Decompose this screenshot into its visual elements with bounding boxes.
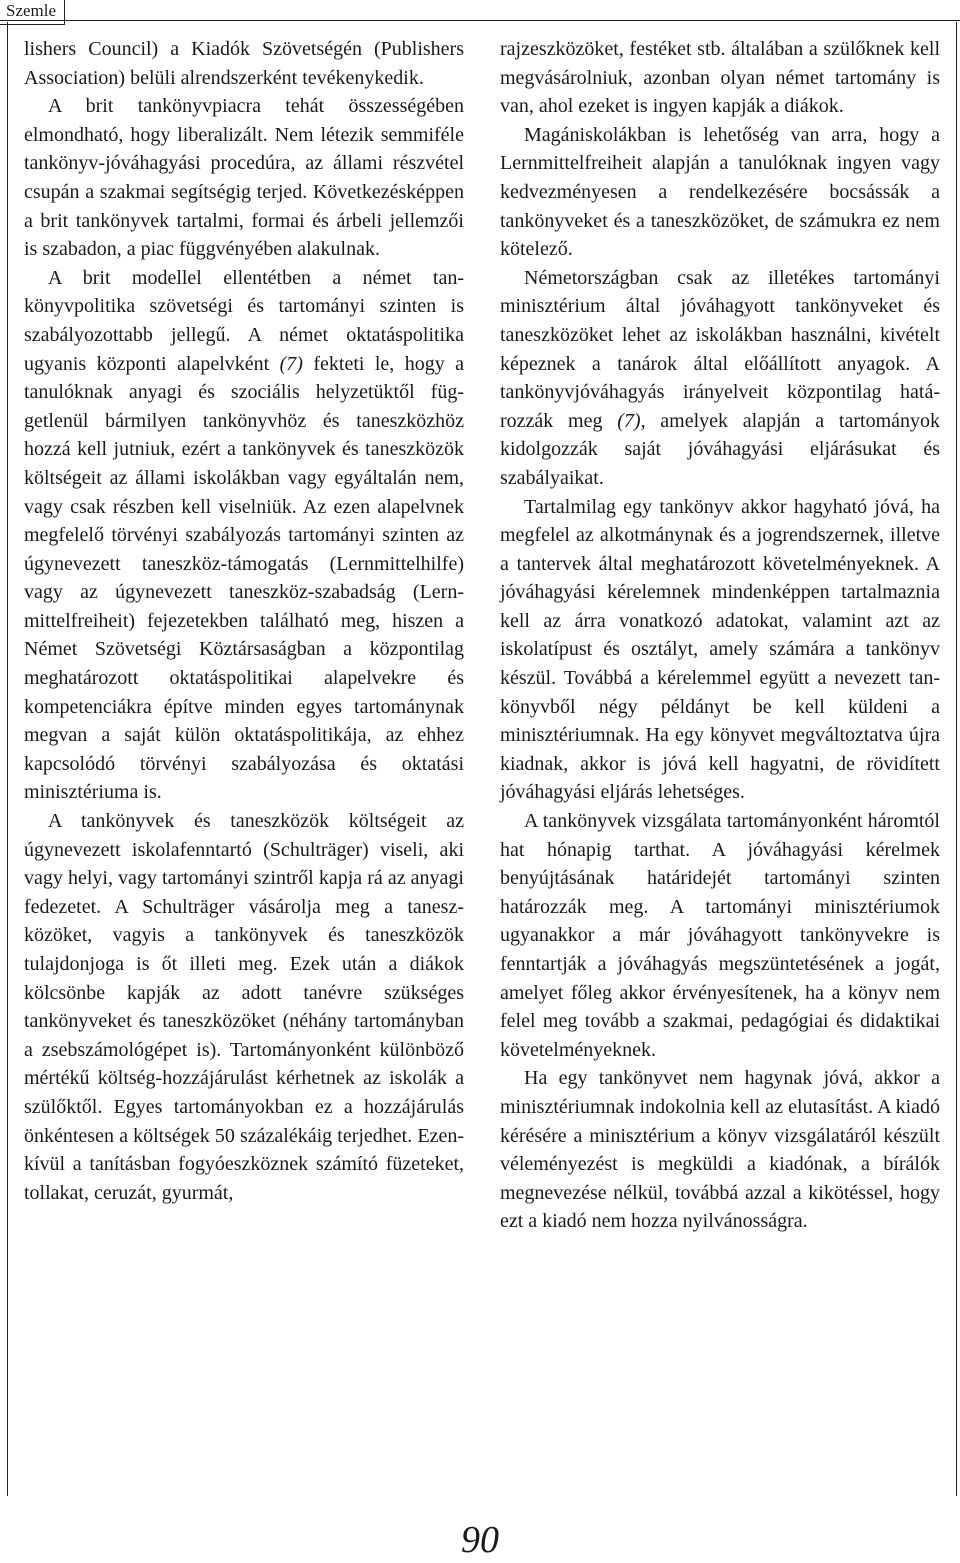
paragraph: rajzeszközöket, festéket stb. általában a szülőknek kell megvásárolniuk, azonban olyan német tartomány is van, ahol ezeket is ingyen kapják a diákok. bbox=[500, 38, 940, 118]
citation-ref: (7) bbox=[617, 409, 641, 432]
paragraph: A tankönyvek vizsgálata tartományonként háromtól hat hónapig tarthat. A jóváhagyási kérelmek benyújtásának határidejét tartományi szinten határozzák meg. A tartományi minisztériumok ugyanakkor a már jóváhagyott tankönyvekre is fenntartják a jóváhagyás megszüntetésének a jogát, amelyet főleg akkor érvényesítenek, ha a könyv nem felel meg tovább a szakmai, pedagógiai és didaktikai követelményeknek. bbox=[500, 810, 940, 1061]
citation-ref: (7) bbox=[279, 352, 303, 375]
page-number: 90 bbox=[461, 1519, 499, 1561]
paragraph: Németországban csak az illetékes tartományi minisztérium által jóváhagyott tankönyveket és taneszközöket lehet az iskolákban használni, kivételt képeznek a tanárok által előállított anyagok. A tankönyvjóváhagyás irányelveit központilag határozzák meg (7), amelyek alapján a tartományok kidolgozzák saját jóváhagyási eljárásukat és szabályaikat. bbox=[500, 266, 941, 489]
left-column bbox=[24, 35, 464, 1207]
paragraph: A brit modellel ellentétben a német tankönyvpolitika szövetségi és tartományi szinten is szabályozottabb jellegű. A német oktatáspolitika ugyanis központi alapelvként (7) fekteti le, hogy a tanulóknak anyagi és szociális helyzetüktől függetlenül bármilyen tankönyvhöz és taneszközhöz hozzá kell jutniuk, ezért a tankönyvek és taneszközök költségeit az állami iskolákban vagy egyáltalán nem, vagy csak részben kell viselniük. Az ezen alapelvnek megfelelő törvényi szabályozás tartományi szinten az úgynevezett taneszköz-támogatás (Lernmittelhilfe) vagy az úgynevezett taneszköz-szabadság (Lernmittelfreiheit) fejezetekben található meg, hiszen a Német Szövetségi Köztársaságban a központilag meghatározott oktatáspolitikai alapelvekre és kompetenciákra építve minden egyes tartománynak megvan a saját külön oktatáspolitikája, az ehhez kapcsolódó törvényi szabályozása és oktatási minisztériuma is. bbox=[24, 266, 465, 804]
paragraph: A brit tankönyvpiacra tehát összességében elmondható, hogy liberalizált. Nem létezik semmiféle tankönyv-jóváhagyási procedúra, az állami részvétel csupán a szakmai segítségig terjed. Következésképpen a brit tankönyvek tartalmi, formai és árbeli jellemzői is szabadon, a piac függvényében alakulnak. bbox=[24, 95, 464, 261]
paragraph: Magániskolákban is lehetőség van arra, hogy a Lernmittelfreiheit alapján a tanulóknak ingyen vagy kedvezményesen a rendelkezésére bocsássák a tankönyveket és a taneszközöket, de számukra ez nem kötelező. bbox=[500, 123, 940, 261]
paragraph: A tankönyvek és taneszközök költségeit az úgynevezett iskolafenntartó (Schulträger) viseli, aki vagy helyi, vagy tartományi szintről kapja rá az anyagi fedezetet. A Schulträger vásárolja meg a taneszközöket, vagyis a tankönyvek és taneszközök tulajdonjoga is őt illeti meg. Ezek után a diákok kölcsönbe kapják az adott tanévre szükséges tankönyveket és taneszközöket (néhány tartományban a zsebszámológépet is). Tartományonként különböző mértékű költség-hozzájárulást kérhetnek az iskolák a szülőktől. Egyes tartományokban ez a hozzájárulás önkéntesen a költségek 50 százalékáig terjedhet. Ezenkívül a tanításban fogyóeszköznek számító füzeteket, tollakat, ceruzát, gyurmát, bbox=[24, 810, 464, 1204]
left-margin-line bbox=[7, 22, 8, 1496]
header-rule bbox=[0, 20, 960, 21]
paragraph: Ha egy tankönyvet nem hagynak jóvá, akkor a minisztériumnak indokolnia kell az elutasítást. A kiadó kérésére a minisztérium a könyv vizsgálatáról készült véleményezést is megküldi a kiadónak, a bírálók megnevezése nélkül, továbbá azzal a kikötéssel, hogy ezt a kiadó nem hozza nyilvánosságra. bbox=[500, 1067, 940, 1233]
paragraph: lishers Council) a Kiadók Szövetségén (Publishers Association) belüli alrendszerként tevékenykedik. bbox=[24, 38, 464, 89]
right-margin-line bbox=[956, 22, 957, 1496]
section-label: Szemle bbox=[0, 0, 65, 25]
right-column bbox=[500, 35, 940, 1236]
paragraph: Tartalmilag egy tankönyv akkor hagyható jóvá, ha megfelel az alkotmánynak és a jogrendszernek, illetve a tantervek által meghatározott követelményeknek. A jóváhagyási kérelemnek mindenképpen tartalmaznia kell az árra vonatkozó adatokat, valamint azt az iskolatípust és osztályt, amely számára a tankönyv készül. Továbbá a kérelemmel együtt a nevezett tankönyvből négy példányt be kell küldeni a minisztériumnak. Ha egy könyvet megváltoztatva újra kiadnak, akkor is jóvá kell hagyatni, de rövidített jóváhagyási eljárás lehetséges. bbox=[500, 495, 940, 804]
